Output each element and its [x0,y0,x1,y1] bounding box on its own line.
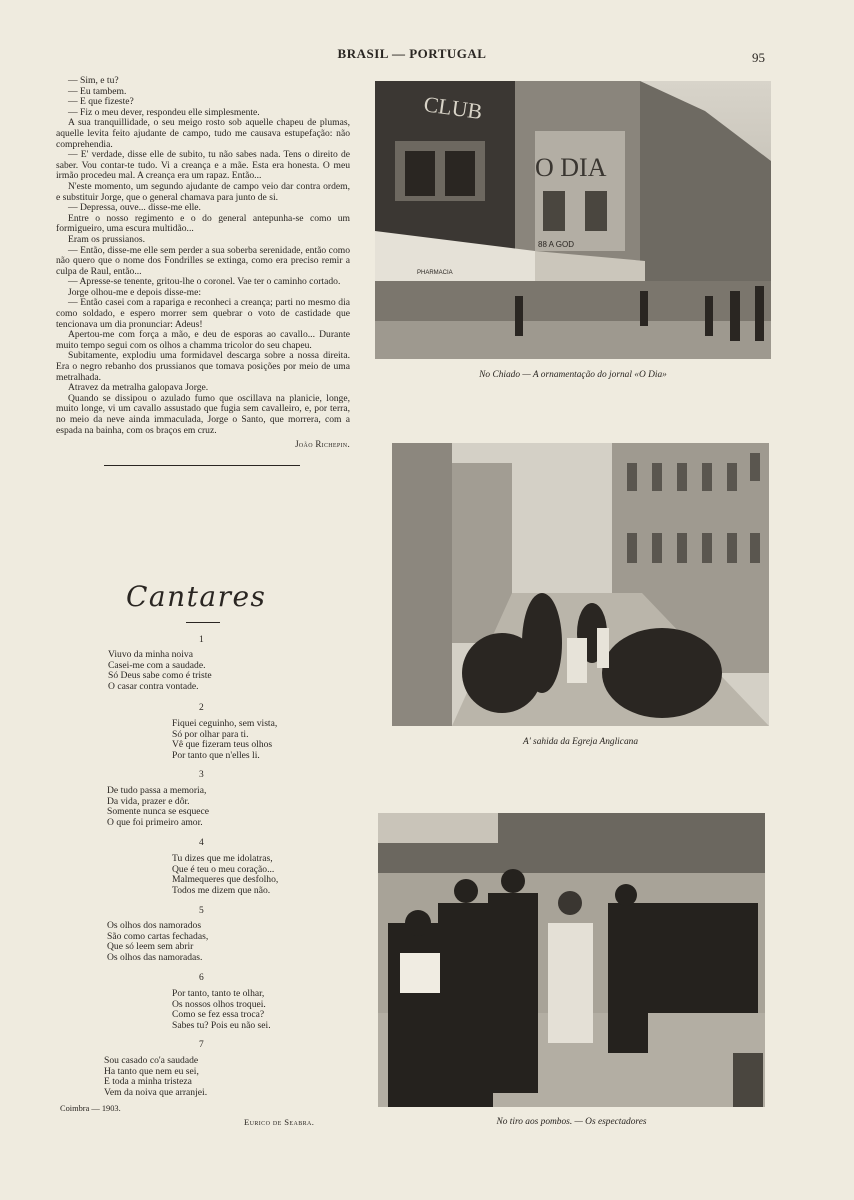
story-paragraph: Entre o nosso regimento e o do general antepunha-se como um formigueiro, uma escura multidão... [56,212,350,235]
story-paragraph: Eram os prussianos. [68,233,146,245]
caption-chiado: No Chiado — A ornamentação do jornal «O Dia» [479,370,667,380]
poem-line: Os nossos olhos troquei. [172,998,266,1010]
section-title-cantares: Cantares [126,580,267,613]
photo-egreja-anglicana [392,443,769,726]
story-paragraph: — Sim, e tu? [68,75,119,86]
photo-tiro-aos-pombos-image [378,813,765,1107]
poem-line: Viuvo da minha noiva [108,649,193,660]
poem-line: Por tanto que n'elles li. [172,750,260,762]
club-sign: CLUB [422,91,484,125]
story-paragraph: — Então casei com a rapariga e reconheci a creança; parti no mesmo dia como soldado, e espero morrer sem quebrar o voto de castidade que tencionava um dia pronunciar: Adeus! [56,297,350,330]
stanza-number: 1 [199,635,204,645]
stanza [172,719,277,762]
poem-line: Que só leem sem abrir [107,941,194,953]
stanza [108,650,212,693]
stanza-number: 7 [199,1040,204,1050]
poem-line: Que é teu o meu coração... [172,863,275,875]
poem-line: Tu dizes que me idolatras, [172,853,273,864]
poem-line: Os olhos das namoradas. [107,952,203,964]
poem-line: E toda a minha tristeza [104,1076,192,1088]
stanza-number: 2 [199,703,204,713]
stanza [172,989,271,1032]
story-text [56,76,350,436]
story-paragraph: — Apresse-se tenente, gritou-lhe o coronel. Vae ter o caminho cortado. [68,276,341,288]
poem-line: Só Deus sabe como é triste [108,670,212,682]
photo-chiado [375,81,771,359]
photo-tiro-aos-pombos [378,813,765,1107]
story-paragraph: — E que fizeste? [68,96,134,108]
story-paragraph: N'este momento, um segundo ajudante de campo veio dar contra ordem, e substituir Jorge, que o general chamava para junto de si. [56,180,350,203]
story-paragraph: — Depressa, ouve... disse-me elle. [68,202,201,214]
poem-line: Malmequeres que desfolho, [172,874,279,886]
poem-line: De tudo passa a memoria, [107,785,207,796]
running-head: BRASIL — PORTUGAL [337,46,487,61]
poem-line: Só por olhar para ti. [172,728,249,740]
poem-line: Casei-me com a saudade. [108,659,206,671]
stanza [172,854,278,897]
photo-chiado-image [375,81,771,359]
story-paragraph: — E' verdade, disse elle de subito, tu não sabes nada. Tens o direito de saber. Vou contar-te tudo. Vi a creança e a mãe. Esta era honesta. O meu irmão procedeu mal. A creança era um rapaz. Então... [56,149,350,182]
stanza-number: 3 [199,770,204,780]
story-paragraph: Jorge olhou-me e depois disse-me: [68,286,202,298]
poem-line: Vem da noiva que arranjei. [104,1087,208,1099]
stanza-number: 6 [199,973,204,983]
story-paragraph: — Eu tambem. [68,85,127,97]
story-paragraph: A sua tranquillidade, o seu meigo rosto sob aquelle chapeu de plumas, aquelle levita feito ajudante de campo, tudo me causava estupefação: não comprehendia. [56,117,350,150]
poem-line: Da vida, prazer e dôr. [107,795,190,807]
story-paragraph: — Fiz o meu dever, respondeu elle simplesmente. [68,106,260,118]
story-column [56,76,350,466]
photo-egreja-anglicana-image [392,443,769,726]
poem-line: Somente nunca se esquece [107,806,210,818]
story-paragraph: Atravez da metralha galopava Jorge. [68,382,209,394]
poem-line: Os olhos dos namorados [107,920,202,931]
caption-egreja-anglicana: A' sahida da Egreja Anglicana [522,737,639,747]
poem-line: Por tanto, tanto te olhar, [172,988,265,999]
poem-line: São como cartas fechadas, [107,930,209,942]
stanza-number: 4 [199,838,204,848]
pharmacia-sign: PHARMACIA [417,270,453,276]
story-paragraph: Subitamente, explodiu uma formidavel descarga sobre a nossa direita. Era o negro rebanho dos prussianos que tomava posições por meio de uma metralhada. [56,350,350,383]
story-author: João Richepin. [295,439,350,450]
story-paragraph: Quando se dissipou o azulado fumo que oscillava na planicie, longe, muito longe, vi um cavallo assustado que fugia sem cavalleiro, e, por terra, no meio da neve ainda immaculada, Jorge o Santo, que morrera, com a espada na bainha, com os braços em cruz. [56,392,350,436]
poem-line: Ha tanto que nem eu sei, [104,1065,199,1077]
o-dia-sign: O DIA [535,153,607,182]
poem-line: Todos me dizem que não. [172,885,271,897]
story-paragraph: — Então, disse-me elle sem perder a sua soberba serenidade, então como não quero que o nome dos Fondrilles se extinga, como era preciso remir a culpa de Raul, então... [56,244,350,277]
stanza [104,1056,207,1099]
poem-line: O que foi primeiro amor. [107,817,203,829]
poem-author: Eurico de Seabra. [244,1117,315,1127]
shop-number-sign: 88 A GOD [538,240,575,249]
poem-line: O casar contra vontade. [108,681,199,693]
section-divider [104,465,300,466]
poem-place-date: Coimbra — 1903. [60,1104,121,1113]
poem-line: Como se fez essa troca? [172,1009,265,1021]
poem-line: Sabes tu? Pois eu não sei. [172,1020,271,1032]
title-underline [186,622,220,623]
caption-tiro-aos-pombos: No tiro aos pombos. — Os espectadores [496,1117,647,1127]
page-number: 95 [752,50,765,65]
story-paragraph: Apertou-me com força a mão, e deu de esporas ao cavallo... Durante muito tempo segui com os olhos a chamma tricolor do seu chapeu. [56,329,350,351]
stanza [107,921,208,964]
poem-line: Fiquei ceguinho, sem vista, [172,718,278,729]
poem-line: Vê que fizeram teus olhos [172,739,273,751]
stanza-number: 5 [199,906,204,916]
stanza [107,786,209,829]
poem-line: Sou casado co'a saudade [104,1055,199,1066]
